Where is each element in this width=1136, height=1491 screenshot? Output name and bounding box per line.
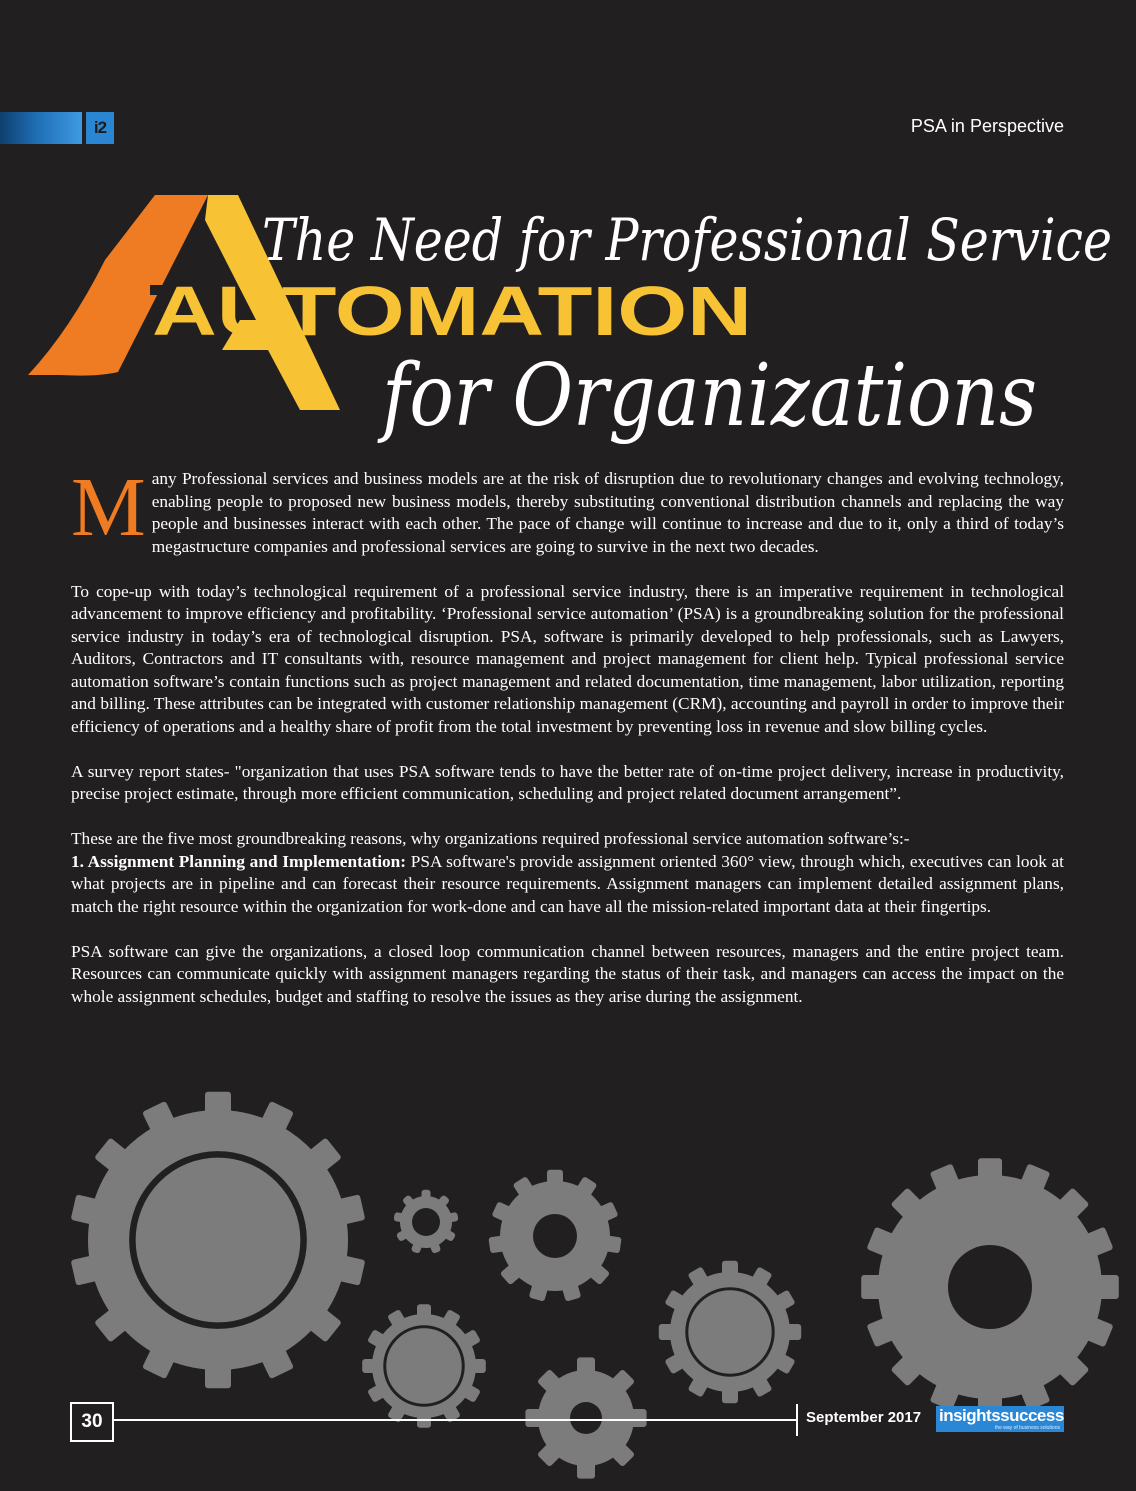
paragraph-3: A survey report states- "organization that uses PSA software tends to have the better rate of on-time project delivery, increase in productivity, precise project estimate, through more efficient communication, scheduling and project related document arrangement”. xyxy=(71,761,1064,803)
gear-icon xyxy=(71,1092,366,1388)
magazine-logo-icon xyxy=(86,112,114,144)
section-label: PSA in Perspective xyxy=(910,116,1064,136)
reasons-intro: These are the five most groundbreaking reasons, why organizations required professional service automation software’s:- xyxy=(71,829,910,848)
gear-icon xyxy=(362,1304,486,1428)
reason-1-body: PSA software's provide assignment oriented 360° view, through which, executives can look at what projects are in pipeline and can forecast their resource requirements. Assignment managers can implement detailed assignment plans, match the right resource within the organization for work-done and can have all the mission-related important data at their fingertips. xyxy=(71,851,1064,916)
title-line-3: for Organizations xyxy=(376,346,1037,446)
gear-icon xyxy=(659,1261,801,1403)
footer-divider-tick xyxy=(796,1404,798,1436)
article-body xyxy=(71,461,1064,1031)
paragraph-2: To cope-up with today’s technological requirement of a professional service industry, there is an imperative requirement in technological advancement to improve efficiency and profitability. ‘Professional service automation’ (PSA) is a groundbreaking solution for the professional service industry in today’s era of technological disruption. PSA, software is primarily developed to help professionals, such as Lawyers, Auditors, Contractors and IT consultants with, resource management and project management for client help. Typical professional service automation software’s contain functions such as project management and related documentation, time management, labor utilization, reporting and billing. These attributes can be integrated with customer relationship management (CRM), accounting and payroll in order to improve their efficiency of operations and a healthy share of profit from the total investment by preventing loss in revenue and slow billing cycles. xyxy=(71,581,1064,736)
paragraph-1 xyxy=(71,461,1064,558)
page-number: 30 xyxy=(70,1402,114,1442)
article-title-graphic xyxy=(0,180,1136,470)
footer-divider xyxy=(114,1419,796,1421)
title-line-1: The Need for Professional Service xyxy=(262,206,1112,274)
reason-1-heading: 1. Assignment Planning and Implementation: xyxy=(71,851,407,871)
issue-date: September 2017 xyxy=(806,1409,922,1426)
gear-icon xyxy=(488,1170,621,1302)
paragraph-1-text: any Professional services and business models are at the risk of disruption due to revolutionary changes and evolving technology, enabling people to proposed new business models, thereby substituting conventional distribution channels and replacing the way people and businesses interact with each other. The pace of change will continue to increase and due to it, only a third of today’s megastructure companies and professional services are going to survive in the next two decades. xyxy=(151,469,1064,556)
gear-icon xyxy=(393,1190,458,1254)
logo-text: i2 xyxy=(93,118,107,137)
drop-cap: M xyxy=(71,461,146,554)
gear-icon xyxy=(861,1158,1119,1416)
brand-name: insightssuccess xyxy=(939,1406,1064,1425)
header-accent-bar xyxy=(0,112,82,144)
reason-1 xyxy=(71,851,1064,919)
gear-icon xyxy=(525,1357,646,1478)
title-line-2: AUTOMATION xyxy=(152,272,752,350)
brand-tagline: the way of business solutions xyxy=(994,1425,1060,1431)
paragraph-5: PSA software can give the organizations, a closed loop communication channel between resources, managers and the entire project team. Resources can communicate quickly with assignment managers regarding the status of their task, and managers can access the impact on the whole assignment schedules, budget and staffing to resolve the issues as they arise during the assignment. xyxy=(71,941,1064,1006)
brand-logo xyxy=(936,1406,1064,1432)
